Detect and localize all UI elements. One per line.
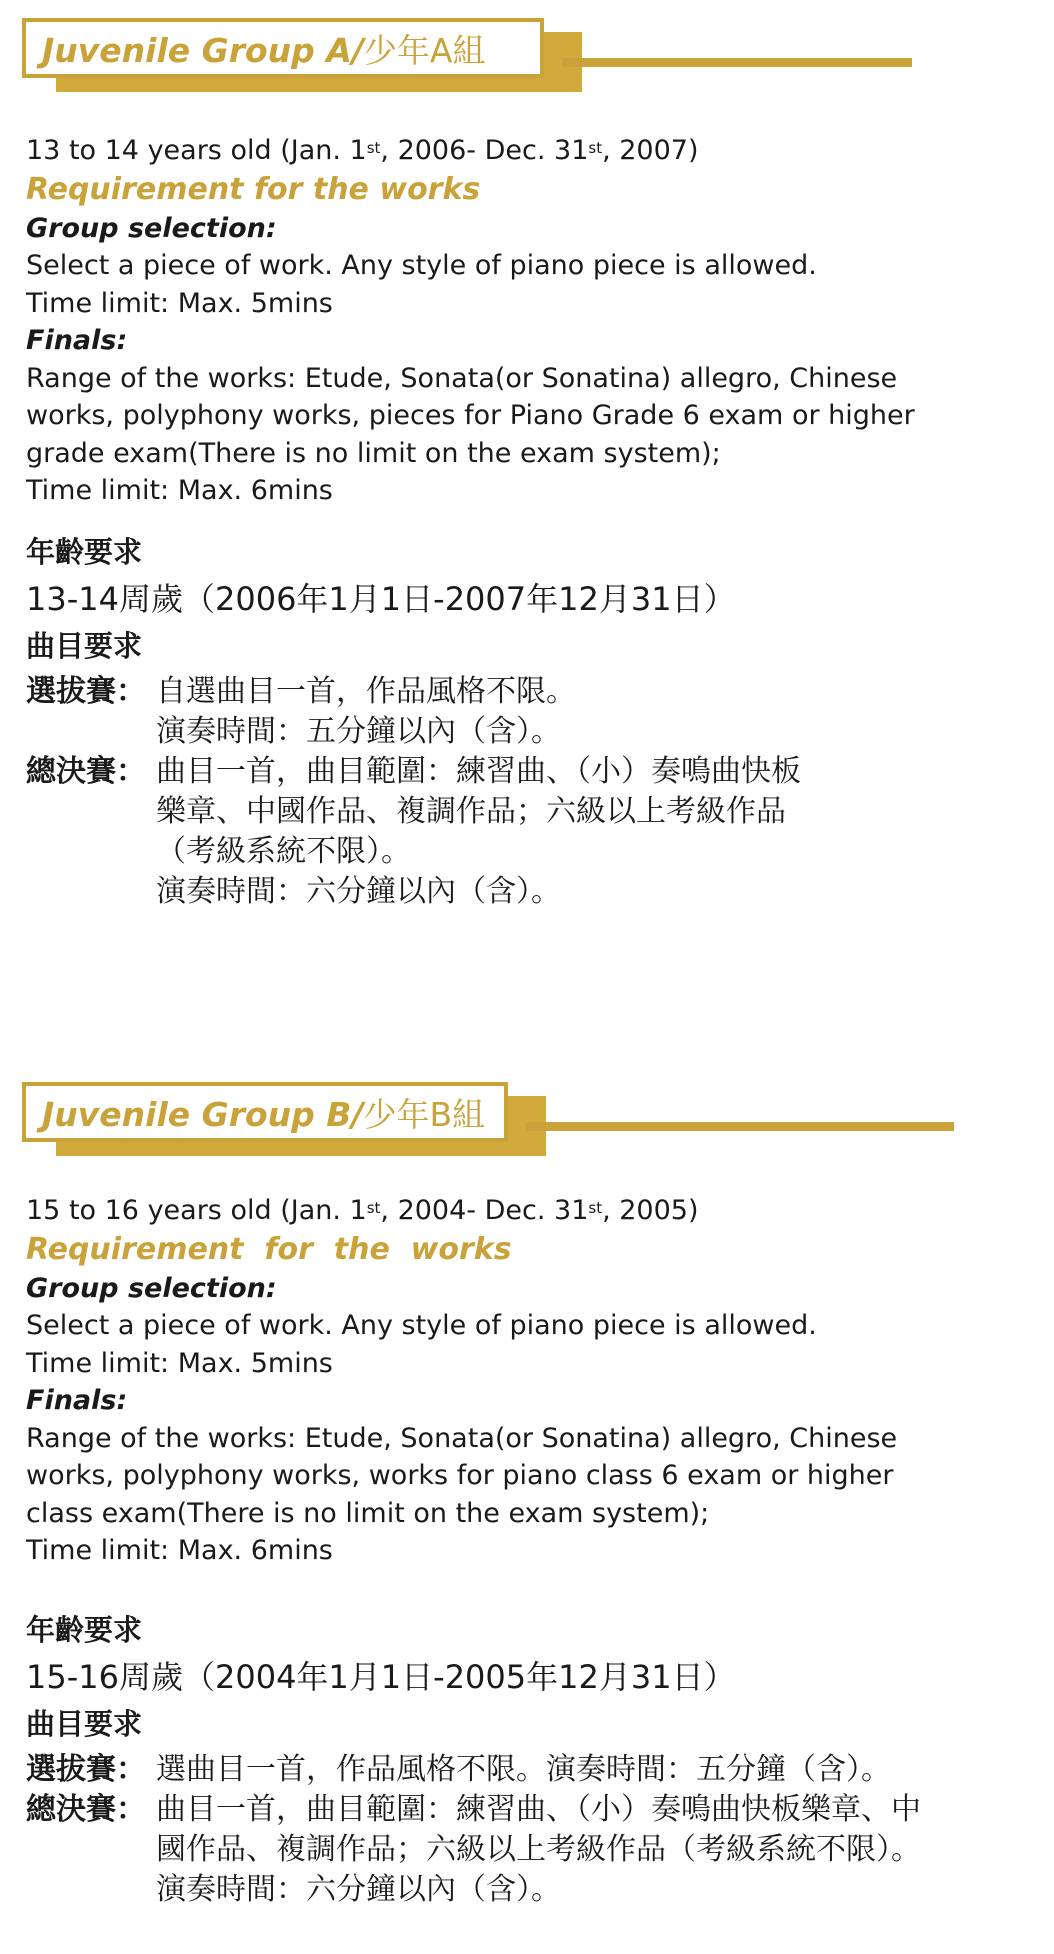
requirement-title: Requirement for the works xyxy=(26,171,481,207)
header-box xyxy=(22,18,544,78)
finals-line-cn: 演奏時間：六分鐘以內（含）。 xyxy=(156,1872,561,1907)
finals-line: Range of the works: Etude, Sonata(or Sonatina) allegro, Chinese xyxy=(26,362,898,394)
group-a-title: Juvenile Group A/少年A組 xyxy=(42,30,486,70)
finals-line-cn: 演奏時間：六分鐘以內（含）。 xyxy=(156,874,561,909)
group-a-title-cn: 少年A組 xyxy=(363,30,486,70)
finals-line-cn: 國作品、複調作品；六級以上考級作品（考級系統不限）。 xyxy=(156,1832,921,1867)
group-selection-line: Time limit: Max. 5mins xyxy=(26,1347,333,1379)
age-value-cn: 15-16周歲（2004年1月1日-2005年12月31日） xyxy=(26,1658,736,1696)
finals-label: Finals: xyxy=(26,1385,128,1416)
group-selection-label: Group selection: xyxy=(26,212,277,244)
group-b-title-cn: 少年B組 xyxy=(363,1094,486,1134)
selection-line-cn: 演奏時間：五分鐘以內（含）。 xyxy=(156,714,561,749)
group-selection-line: Time limit: Max. 5mins xyxy=(26,287,333,319)
finals-row-cn xyxy=(26,752,1036,912)
finals-line: works, polyphony works, pieces for Piano Grade 6 exam or higher xyxy=(26,400,915,431)
finals-line-cn: 曲目一首，曲目範圍：練習曲、（小）奏鳴曲快板 xyxy=(156,754,801,789)
header-rule xyxy=(562,58,912,67)
group-b-chinese-block xyxy=(26,1610,1036,1910)
age-value-cn: 13-14周歲（2006年1月1日-2007年12月31日） xyxy=(26,580,736,618)
group-b-title: Juvenile Group B/少年B組 xyxy=(42,1094,486,1134)
group-selection-line: Select a piece of work. Any style of piano piece is allowed. xyxy=(26,250,817,281)
group-a-section xyxy=(0,18,1054,978)
finals-line: class exam(There is no limit on the exam system); xyxy=(26,1497,710,1529)
works-heading-cn: 曲目要求 xyxy=(26,629,143,663)
selection-line-cn: 自選曲目一首，作品風格不限。 xyxy=(156,674,576,709)
finals-line: works, polyphony works, works for piano class 6 exam or higher xyxy=(26,1460,894,1491)
requirement-title: Requirement for the works xyxy=(26,1231,512,1267)
age-range-en: 15 to 16 years old (Jan. 1st, 2004- Dec. 31st, 2005) xyxy=(26,1195,699,1226)
header-box xyxy=(22,1082,508,1142)
group-selection-line: Select a piece of work. Any style of piano piece is allowed. xyxy=(26,1310,817,1341)
selection-line-cn: 選曲目一首，作品風格不限。演奏時間：五分鐘（含）。 xyxy=(156,1752,891,1787)
finals-label-cn: 總決賽： xyxy=(26,1792,146,1827)
group-b-section xyxy=(0,1082,1054,1954)
age-heading-cn: 年齡要求 xyxy=(26,1613,143,1647)
group-selection-label: Group selection: xyxy=(26,1272,277,1304)
age-range-en: 13 to 14 years old (Jan. 1st, 2006- Dec. 31st, 2007) xyxy=(26,135,699,166)
finals-line-cn: 樂章、中國作品、複調作品；六級以上考級作品 xyxy=(156,794,786,829)
finals-label: Finals: xyxy=(26,325,128,356)
selection-label-cn: 選拔賽： xyxy=(26,1752,146,1787)
finals-line: grade exam(There is no limit on the exam system); xyxy=(26,437,721,469)
finals-line-cn: （考級系統不限）。 xyxy=(156,834,411,869)
group-b-english-block xyxy=(26,1192,1026,1570)
finals-line-cn: 曲目一首，曲目範圍：練習曲、（小）奏鳴曲快板樂章、中 xyxy=(156,1792,921,1827)
selection-row-cn xyxy=(26,1750,1036,1790)
finals-row-cn xyxy=(26,1790,1036,1910)
finals-line: Range of the works: Etude, Sonata(or Sonatina) allegro, Chinese xyxy=(26,1422,898,1454)
group-b-header xyxy=(22,1082,922,1172)
works-heading-cn: 曲目要求 xyxy=(26,1707,143,1741)
finals-line: Time limit: Max. 6mins xyxy=(26,1535,333,1566)
finals-line: Time limit: Max. 6mins xyxy=(26,475,333,506)
selection-label-cn: 選拔賽： xyxy=(26,674,146,709)
group-a-english-block xyxy=(26,132,1026,510)
age-heading-cn: 年齡要求 xyxy=(26,535,143,569)
header-rule xyxy=(526,1122,954,1131)
group-a-chinese-block xyxy=(26,532,1036,912)
finals-label-cn: 總決賽： xyxy=(26,754,146,789)
group-a-header xyxy=(22,18,922,108)
selection-row-cn xyxy=(26,672,1036,752)
